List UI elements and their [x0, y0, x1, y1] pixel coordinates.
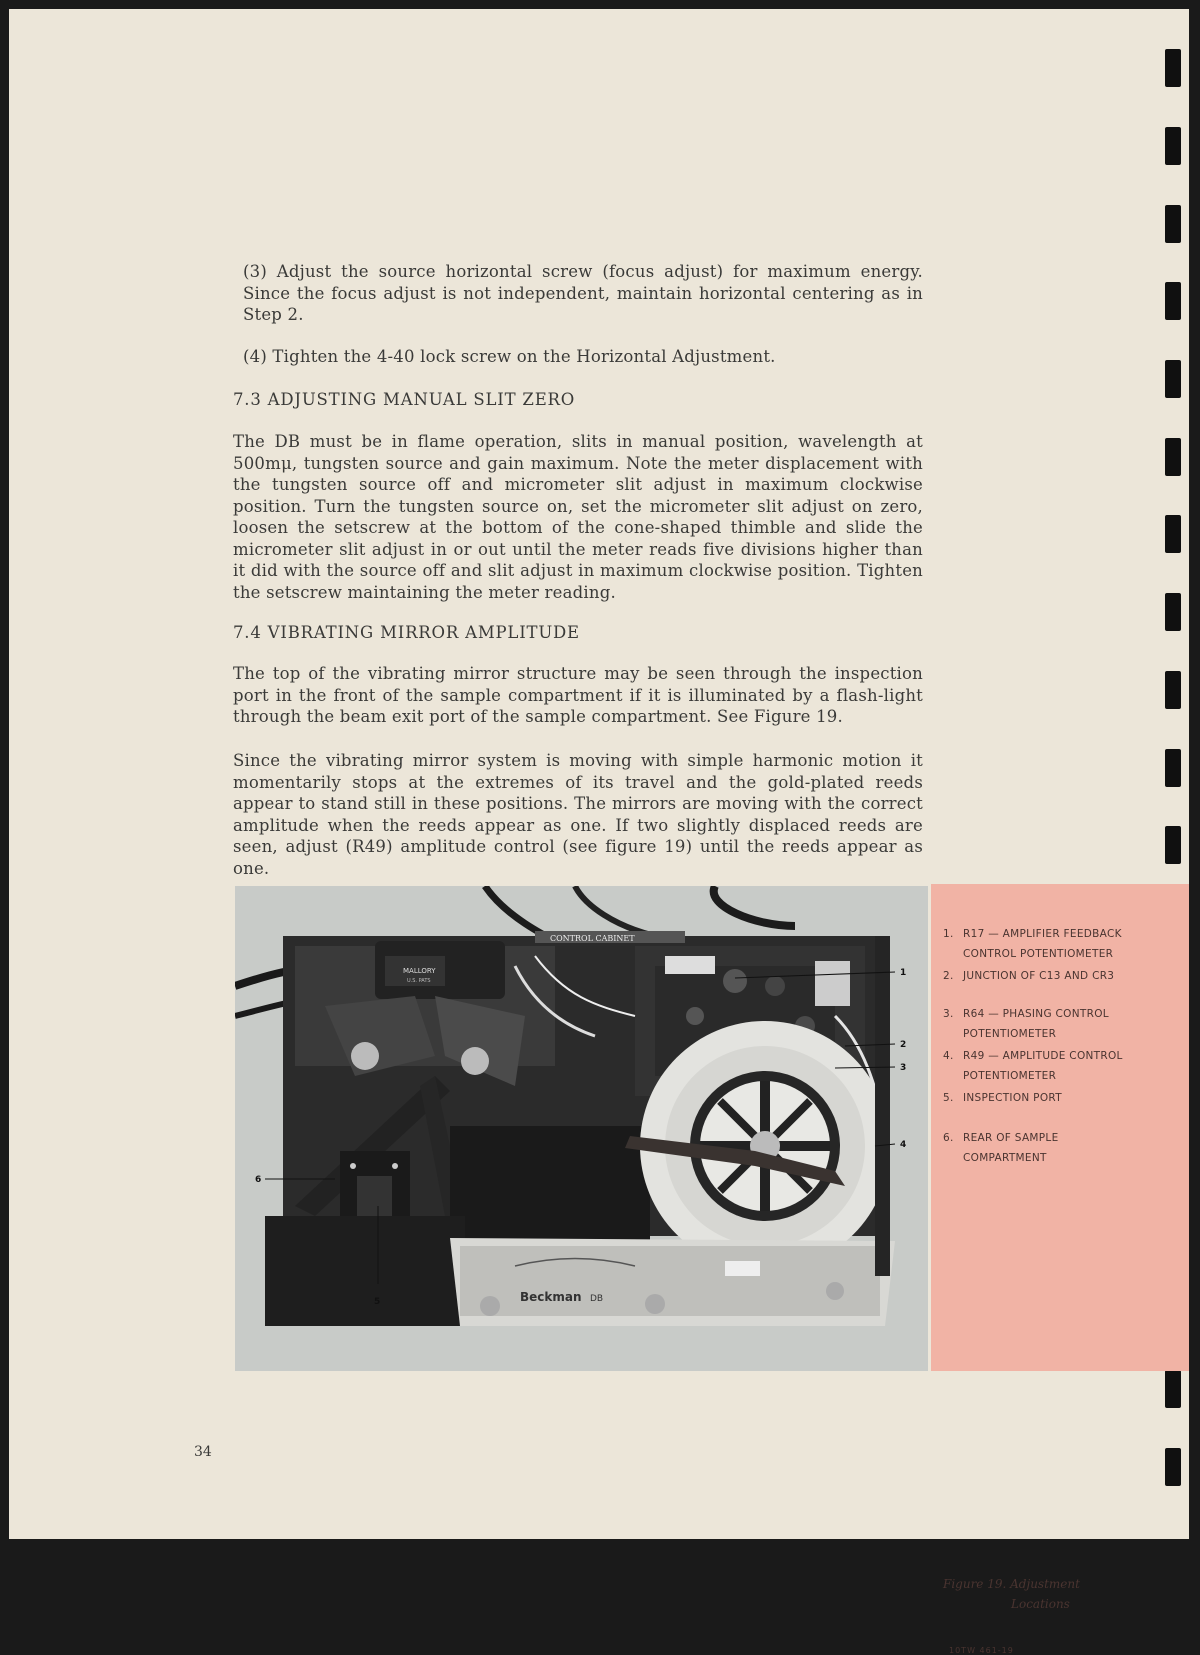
- callout-5: 5: [374, 1297, 381, 1307]
- binding-hole: [1165, 1448, 1181, 1486]
- binding-hole: [1165, 749, 1181, 787]
- step-3-text: (3) Adjust the source horizontal screw (focus adjust) for maximum energy. Since the focus adjust is not independent, maintain horizontal centering as in Step 2.: [243, 262, 923, 324]
- binding-hole: [1165, 360, 1181, 398]
- meter-model-label: DB: [590, 1294, 604, 1304]
- step-3-paragraph: [243, 261, 923, 326]
- step-4-text: (4) Tighten the 4-40 lock screw on the Horizontal Adjustment.: [243, 347, 776, 366]
- figure-caption-line-1: Figure 19. Adjustment: [943, 1577, 1080, 1591]
- legend-num-2: 2.: [943, 970, 954, 982]
- binding-hole: [1165, 593, 1181, 631]
- figure-19-photo: [235, 886, 928, 1371]
- binding-hole: [1165, 205, 1181, 243]
- meter-brand-label: Beckman: [520, 1290, 582, 1304]
- section-7-4-paragraph-1: [233, 663, 923, 728]
- section-7-4-heading: 7.4 VIBRATING MIRROR AMPLITUDE: [233, 623, 580, 642]
- capacitor-sub-label: U.S. PATS: [407, 978, 431, 984]
- legend-text-3: R64 — PHASING CONTROL POTENTIOMETER: [963, 1008, 1109, 1040]
- figure-caption: [943, 1574, 1080, 1614]
- section-7-4-paragraph-2: [233, 750, 923, 879]
- cabinet-label: CONTROL CABINET: [550, 934, 635, 943]
- figure-legend: [943, 924, 1143, 1168]
- section-7-3-text: The DB must be in flame operation, slits in manual position, wavelength at 500mμ, tungsten source and gain maximum. Note the meter displacement with the tungsten source off and micrometer slit adjust in maximum clockwise position. Turn the tungsten source on, set the micrometer slit adjust on zero, loosen the setscrew at the bottom of the cone-shaped thimble and slide the micrometer slit adjust in or out until the meter reads five divisions higher than it did with the source off and slit adjust in maximum clockwise position. Tighten the setscrew maintaining the meter reading.: [233, 432, 923, 602]
- binding-hole: [1165, 515, 1181, 553]
- binding-hole: [1165, 1370, 1181, 1408]
- legend-item-6: [943, 1128, 1143, 1168]
- binding-hole: [1165, 282, 1181, 320]
- legend-num-1: 1.: [943, 928, 954, 940]
- legend-item-1: [943, 924, 1143, 964]
- section-7-3-paragraph: [233, 431, 923, 603]
- legend-text-5: INSPECTION PORT: [963, 1092, 1062, 1104]
- legend-num-5: 5.: [943, 1092, 954, 1104]
- binding-hole: [1165, 127, 1181, 165]
- legend-item-5: [943, 1088, 1143, 1108]
- callout-1: 1: [900, 968, 907, 978]
- binding-hole: [1165, 826, 1181, 864]
- binding-hole: [1165, 671, 1181, 709]
- figure-caption-line-2: Locations: [1011, 1597, 1070, 1611]
- figure-legend-panel: [931, 884, 1189, 1655]
- legend-text-1: R17 — AMPLIFIER FEEDBACK CONTROL POTENTIOMETER: [963, 928, 1122, 960]
- legend-text-4: R49 — AMPLITUDE CONTROL POTENTIOMETER: [963, 1050, 1123, 1082]
- legend-item-4: [943, 1046, 1143, 1086]
- legend-item-2: [943, 966, 1143, 986]
- legend-num-6: 6.: [943, 1132, 954, 1144]
- legend-item-3: [943, 1004, 1143, 1044]
- legend-num-3: 3.: [943, 1008, 954, 1020]
- capacitor-brand-label: MALLORY: [403, 967, 436, 975]
- callout-4: 4: [900, 1140, 907, 1150]
- callout-6: 6: [255, 1175, 262, 1185]
- section-7-4-text-2: Since the vibrating mirror system is moving with simple harmonic motion it momentarily stops at the extremes of its travel and the gold-plated reeds appear to stand still in these positions. The mirrors are moving with the correct amplitude when the reeds appear as one. If two slightly displaced reeds are seen, adjust (R49) amplitude control (see figure 19) until the reeds appear as one.: [233, 751, 923, 878]
- legend-text-2: JUNCTION OF C13 AND CR3: [963, 970, 1115, 982]
- page-number: 34: [194, 1444, 212, 1460]
- binding-hole: [1165, 49, 1181, 87]
- binding-hole: [1165, 438, 1181, 476]
- callout-2: 2: [900, 1040, 907, 1050]
- figure-code: 10TW 461-19: [949, 1646, 1014, 1655]
- section-7-4-text-1: The top of the vibrating mirror structure may be seen through the inspection port in the front of the sample compartment if it is illuminated by a flash-light through the beam exit port of the sample compartment. See Figure 19.: [233, 664, 923, 726]
- step-4-paragraph: [243, 346, 933, 368]
- section-7-3-heading: 7.3 ADJUSTING MANUAL SLIT ZERO: [233, 390, 576, 409]
- callout-3: 3: [900, 1063, 907, 1073]
- legend-text-6: REAR OF SAMPLE COMPARTMENT: [963, 1132, 1059, 1164]
- legend-num-4: 4.: [943, 1050, 954, 1062]
